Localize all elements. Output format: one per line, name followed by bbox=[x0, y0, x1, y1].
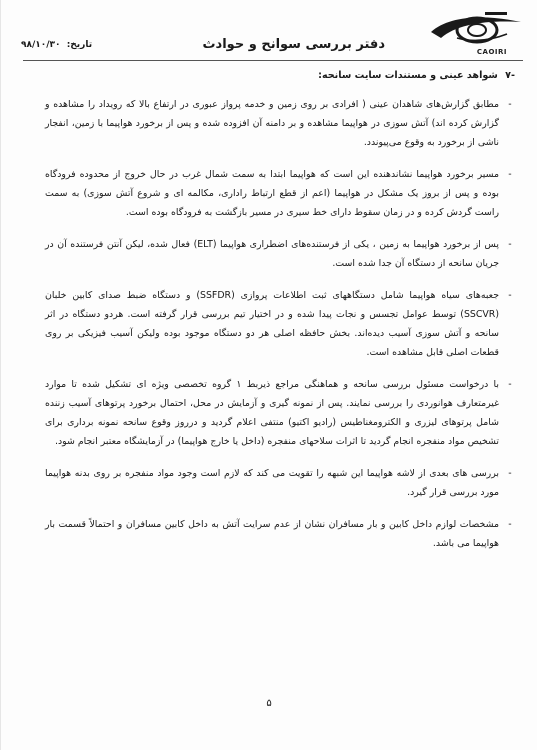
bullet-marker: - bbox=[508, 290, 512, 301]
section-number: -۷ bbox=[505, 70, 515, 81]
list-item bbox=[45, 235, 515, 273]
bullet-marker: - bbox=[508, 239, 512, 250]
list-item-text: جعبه‌های سیاه هواپیما شامل دستگاههای ثبت اطلاعات پروازی (SSFDR) و دستگاه ضبط صدای کابین خلبان (SSCVR) توسط عوامل تجسس و نجات پیدا شده و در اختیار تیم بررسی قرار گرفته است. هردو دستگاه در اثر سانحه و آتش سوزی آسیب دیده‌اند. بخش حافظه اصلی هر دو دستگاه موجود بوده ولیکن آسیب فیزیکی بر روی قطعات اصلی قابل مشاهده است. bbox=[45, 290, 500, 358]
bullet-marker: - bbox=[508, 169, 512, 180]
list-item bbox=[45, 464, 515, 502]
list-item bbox=[45, 286, 515, 362]
date-line bbox=[21, 40, 92, 50]
bullet-marker: - bbox=[508, 379, 512, 390]
section-title: شواهد عینی و مستندات سایت سانحه: bbox=[318, 70, 498, 81]
list-item-text: با درخواست مسئول بررسی سانحه و هماهنگی مراجع ذیربط ۱ گروه تخصصی ویژه ای تشکیل شده تا موارد غیرمتعارف هوانوردی را بررسی نمایند. پس از نمونه گیری و آزمایش در محل، احتمال برخورد پرتوهای آسیب زننده شامل پرتوهای لیزری و الکترومغناطیس (رادیو اکتیو) منتفی اعلام گردید و درروز وقوع سانحه نمونه برداری برای تشخیص مواد منفجره انجام گردید تا اثرات سلاحهای منفجره (داخل یا خارج هواپیما) در آزمایشگاه معتبر انجام شود. bbox=[45, 379, 500, 447]
page-number: ۵ bbox=[266, 698, 272, 709]
header-divider bbox=[23, 60, 523, 61]
date-label: تاریخ: bbox=[66, 40, 93, 50]
bullet-marker: - bbox=[508, 99, 512, 110]
list-item-text: پس از برخورد هواپیما به زمین ، یکی از فرستنده‌های اضطراری هواپیما (ELT) فعال شده، لیکن آنتن فرستنده آن در جریان سانحه از دستگاه آن جدا شده است. bbox=[45, 239, 499, 269]
list-item bbox=[45, 95, 515, 152]
list-item bbox=[45, 515, 515, 553]
list-item-text: مسیر برخورد هواپیما نشاندهنده این است که هواپیما ابتدا به سمت شمال غرب در حال خروج از محدوده فرودگاه بوده و پس از بروز یک مشکل در هواپیما (اعم از قطع ارتباط راداری، مکالمه ای و شروع آتش سوزی) به سمت راست گردش کرده و در زمان سقوط دارای خط سیری در مسیر بازگشت به فرودگاه بوده است. bbox=[45, 169, 499, 218]
list-item-text: مشخصات لوازم داخل کابین و بار مسافران نشان از عدم سرایت آتش به داخل کابین مسافران و احتمالاً قسمت بار هواپیما می باشد. bbox=[45, 519, 499, 549]
page-header bbox=[15, 8, 525, 68]
list-item bbox=[45, 165, 515, 222]
office-title: دفتر بررسی سوانح و حوادث bbox=[202, 37, 385, 52]
document-body bbox=[45, 66, 515, 566]
date-value: ۹۸/۱۰/۳۰ bbox=[21, 40, 61, 50]
section-heading bbox=[45, 66, 515, 85]
list-item bbox=[45, 375, 515, 451]
list-item-text: بررسی های بعدی از لاشه هواپیما این شبهه را تقویت می کند که لازم است وجود مواد منفجره بر روی بدنه هواپیما مورد بررسی قرار گیرد. bbox=[45, 468, 499, 498]
list-item-text: مطابق گزارش‌های شاهدان عینی ( افرادی بر روی زمین و خدمه پرواز عبوری در ارتفاع بالا که رویداد را مشاهده و گزارش کرده اند) آتش سوزی در هواپیما مشاهده و بر دامنه آن افزوده شده و پس از برخورد هواپیما با زمین، انفجار ناشی از برخورد به وقوع می‌پیوندد. bbox=[45, 99, 499, 148]
bullet-marker: - bbox=[508, 519, 512, 530]
bullet-marker: - bbox=[508, 468, 512, 479]
logo-caption: CAOIRI bbox=[476, 48, 507, 56]
